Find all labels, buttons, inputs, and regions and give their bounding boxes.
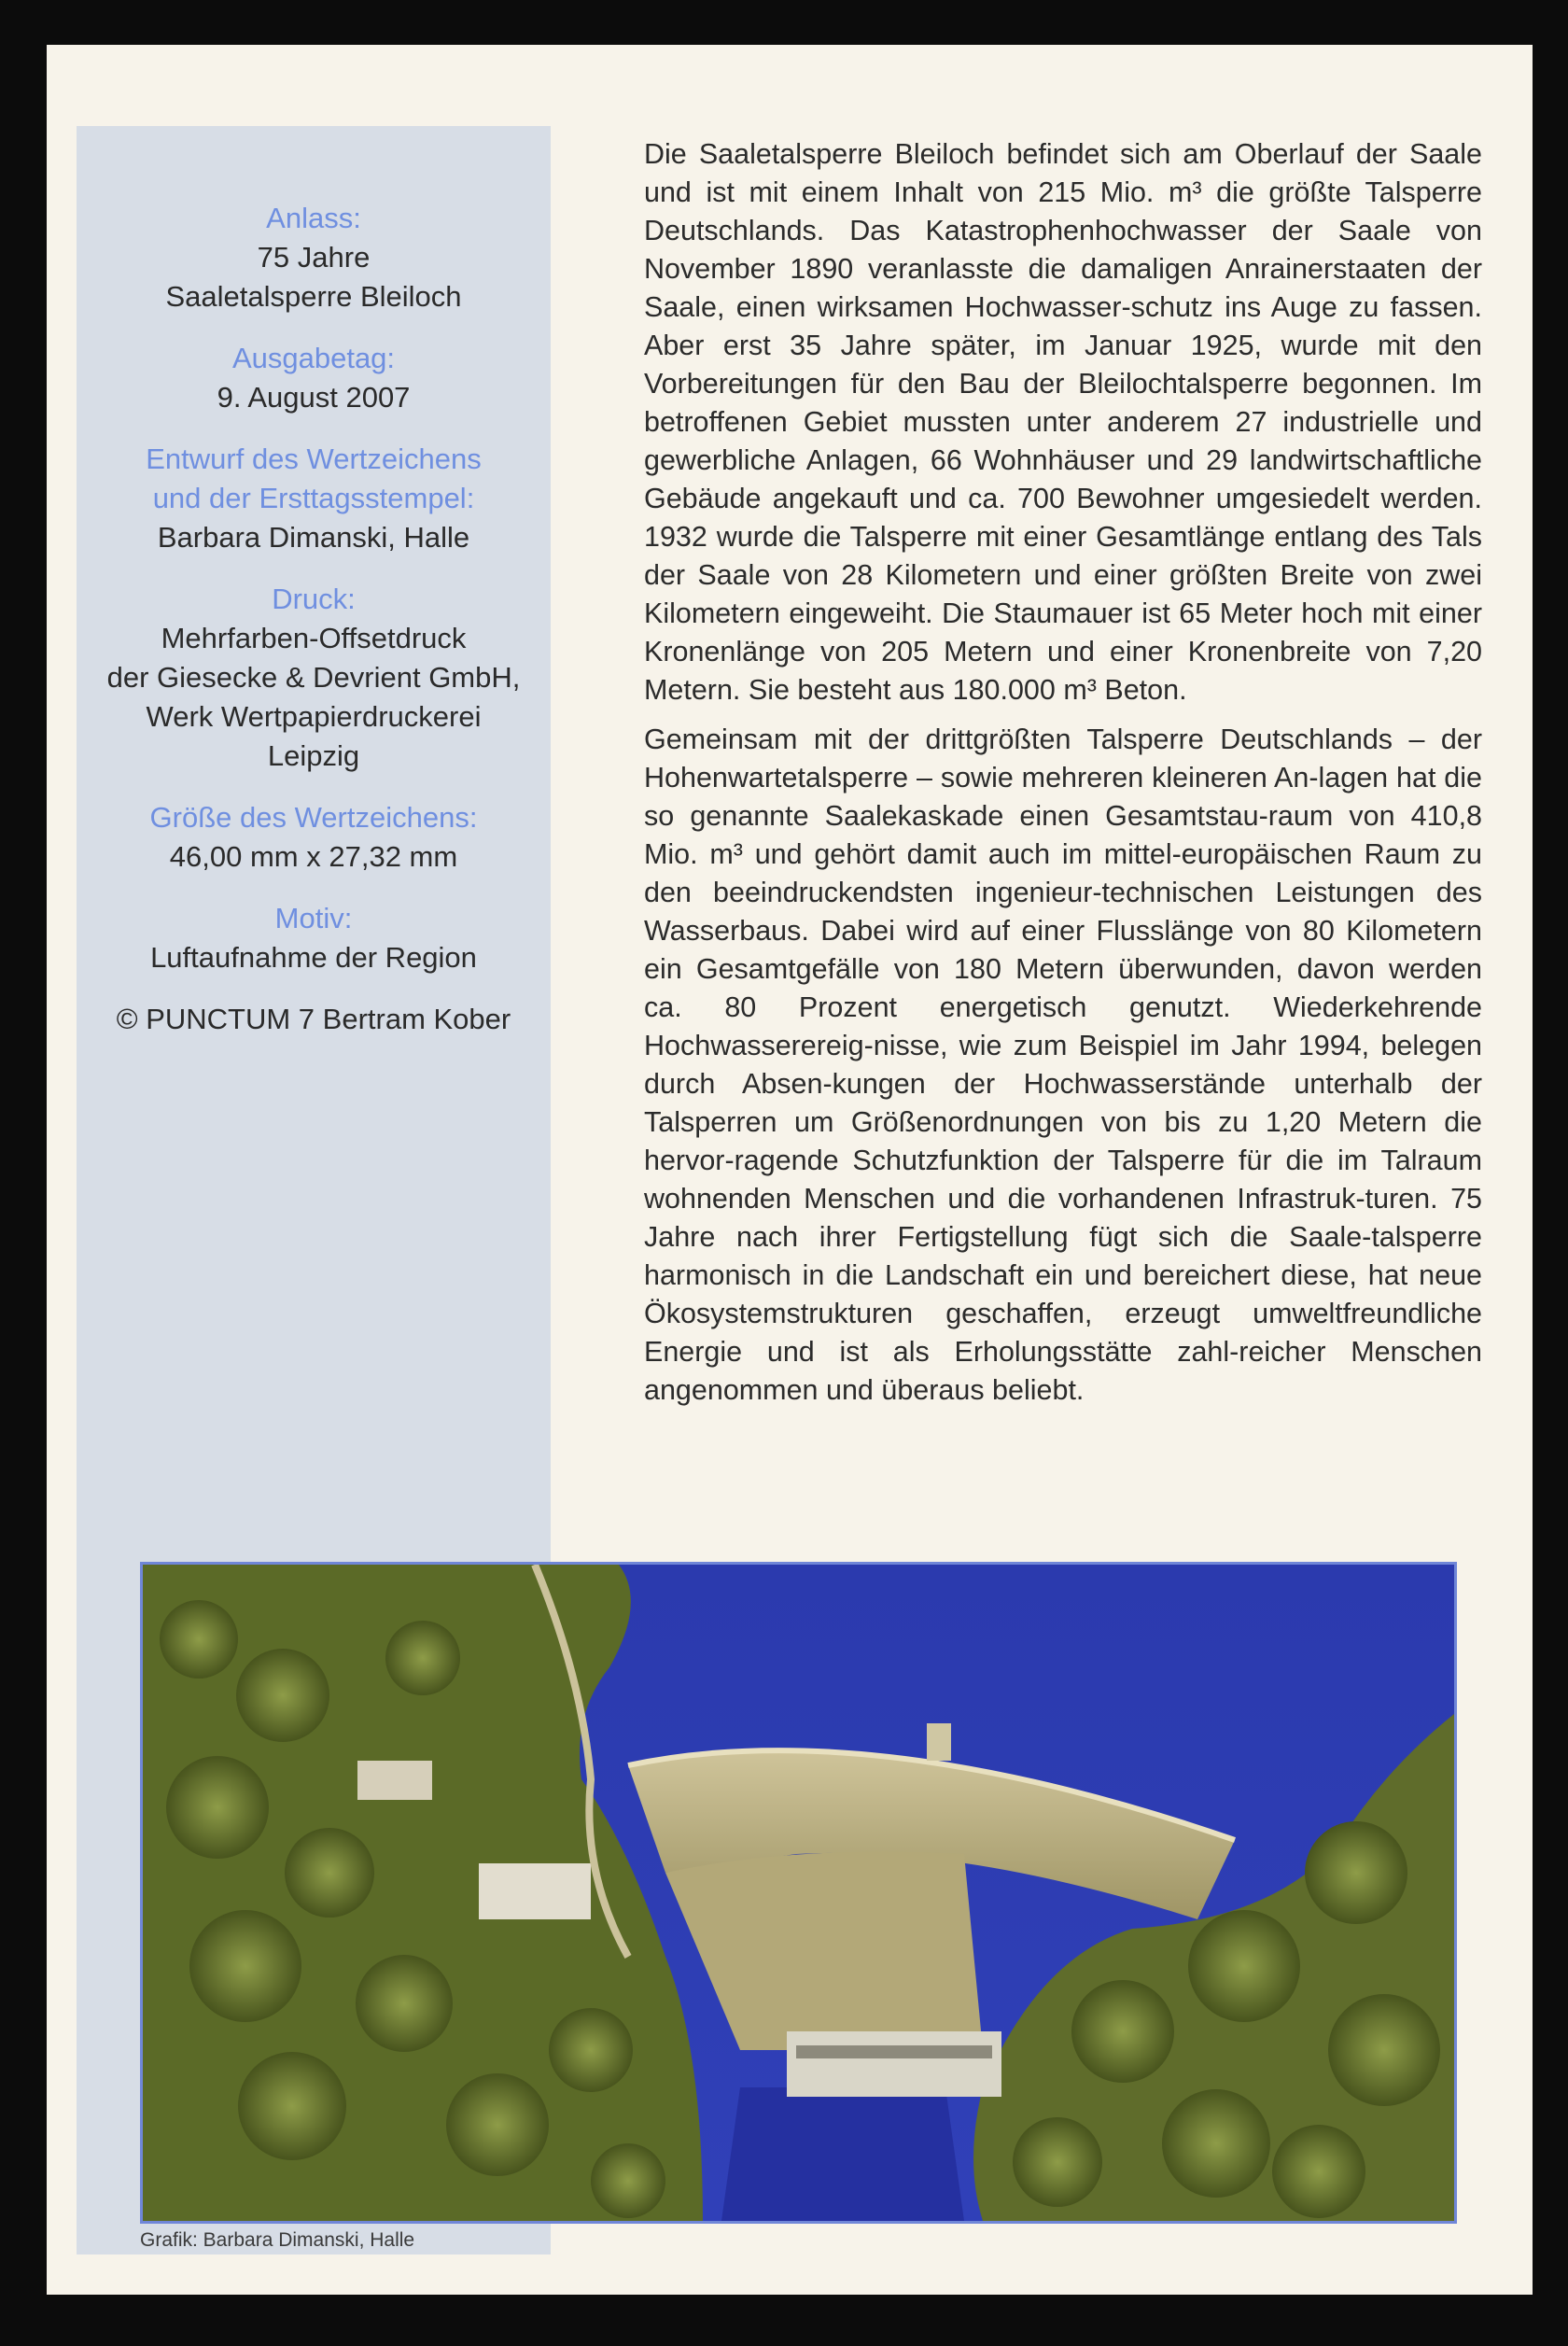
group-motiv xyxy=(77,899,551,977)
value-druck-line4: Leipzig xyxy=(267,739,360,772)
value-motiv: Luftaufnahme der Region xyxy=(150,941,477,974)
label-druck: Druck: xyxy=(272,583,356,615)
crest-tower xyxy=(927,1723,951,1761)
value-druck-line1: Mehrfarben-Offsetdruck xyxy=(161,622,467,654)
river-outflow xyxy=(721,2087,964,2221)
value-ausgabetag: 9. August 2007 xyxy=(217,381,411,414)
label-ausgabetag: Ausgabetag: xyxy=(231,342,396,374)
label-anlass: Anlass: xyxy=(266,202,361,234)
graphic-credit: Grafik: Barbara Dimanski, Halle xyxy=(140,2229,415,2251)
issue-details xyxy=(77,199,551,1039)
aerial-photo xyxy=(140,1562,1457,2224)
group-anlass xyxy=(77,199,551,316)
article-text xyxy=(644,135,1482,1421)
value-anlass-line1: 75 Jahre xyxy=(257,241,371,274)
label-groesse: Größe des Wertzeichens: xyxy=(149,801,478,834)
value-groesse: 46,00 mm x 27,32 mm xyxy=(169,840,458,873)
document-page xyxy=(47,45,1533,2295)
value-anlass-line2: Saaletalsperre Bleiloch xyxy=(165,280,462,313)
label-motiv: Motiv: xyxy=(274,902,353,934)
group-entwurf xyxy=(77,440,551,557)
group-groesse xyxy=(77,798,551,877)
article-paragraph-1: Die Saaletalsperre Bleiloch befindet sich am Oberlauf der Saale und ist mit einem Inhalt von 215 Mio. m³ die größte Talsperre Deutschlands. Das Katastrophenhochwasser der Saale von November 1890 veranlasste die damaligen Anrainerstaaten der Saale, einen wirksamen Hochwasser-schutz ins Auge zu fassen. Aber erst 35 Jahre später, im Januar 1925, wurde mit den Vorbereitungen für den Bau der Bleilochtalsperre begonnen. Im betroffenen Gebiet mussten unter anderem 27 industrielle und gewerbliche Anlagen, 66 Wohnhäuser und 29 landwirtschaftliche Gebäude angekauft und ca. 700 Bewohner umgesiedelt werden. 1932 wurde die Talsperre mit einer Gesamtlänge entlang des Tals der Saale von 28 Kilometern und einer größten Breite von zwei Kilometern eingeweiht. Die Staumauer ist 65 Meter hoch mit einer Kronenlänge von 205 Metern und einer Kronenbreite von 7,20 Metern. Sie besteht aus 180.000 m³ Beton. xyxy=(644,138,1482,706)
value-druck-line2: der Giesecke & Devrient GmbH, xyxy=(106,661,521,694)
label-entwurf: Entwurf des Wertzeichens und der Ersttagsstempel: xyxy=(146,443,482,514)
value-druck-line3: Werk Wertpapierdruckerei xyxy=(146,700,482,733)
article-paragraph-2: Gemeinsam mit der drittgrößten Talsperre Deutschlands – der Hohenwartetalsperre – sowie mehreren kleineren An-lagen hat die so genannte Saalekaskade einen Gesamtstau-raum von 410,8 Mio. m³ und gehört damit auch im mittel-europäischen Raum zu den beeindruckendsten ingenieur-technischen Leistungen des Wasserbaus. Dabei wird auf einer Flusslänge von 80 Kilometern ein Gesamtgefälle von 180 Metern überwunden, davon werden ca. 80 Prozent energetisch genutzt. Wiederkehrende Hochwasserereig-nisse, wie zum Beispiel im Jahr 1994, belegen durch Absen-kungen der Hochwasserstände unterhalb der Talsperren um Größenordnungen von bis zu 1,20 Metern die hervor-ragende Schutzfunktion der Talsperre für die im Talraum wohnenden Menschen und die vorhandenen Infrastruk-turen. 75 Jahre nach ihrer Fertigstellung fügt sich die Saale-talsperre harmonisch in die Landschaft ein und bereichert diese, hat neue Ökosystemstrukturen geschaffen, erzeugt umweltfreundliche Energie und ist als Erholungsstätte zahl-reicher Menschen angenommen und überaus beliebt. xyxy=(644,723,1482,1406)
group-ausgabetag xyxy=(77,339,551,417)
left-building xyxy=(479,1863,591,1919)
power-station xyxy=(787,2031,1001,2097)
group-druck xyxy=(77,580,551,776)
value-entwurf: Barbara Dimanski, Halle xyxy=(157,521,470,554)
photo-copyright: © PUNCTUM 7 Bertram Kober xyxy=(116,1003,511,1035)
dam-illustration xyxy=(143,1565,1454,2221)
